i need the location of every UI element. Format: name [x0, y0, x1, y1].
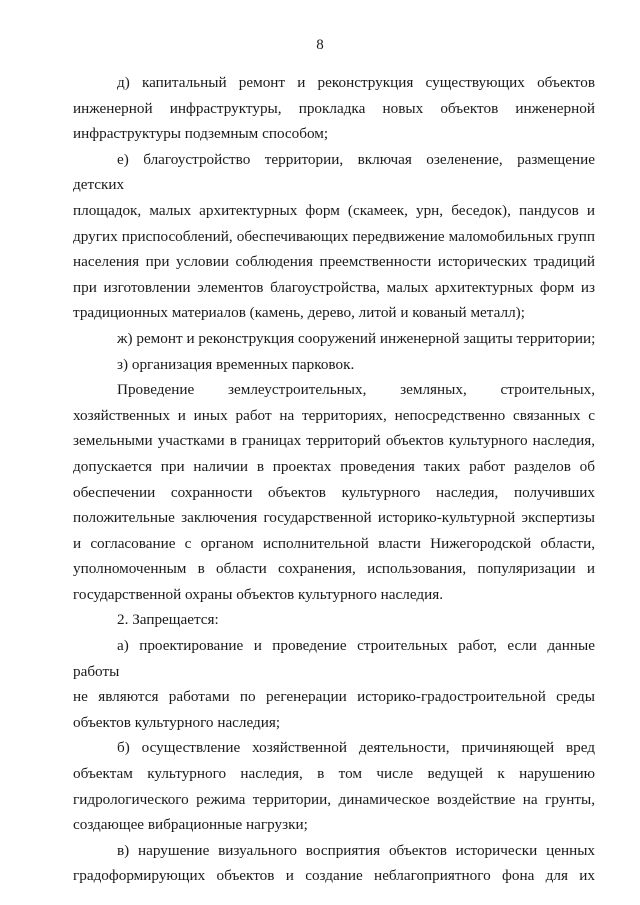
text-line: уполномоченным в области сохранения, использования, популяризации и — [73, 560, 595, 578]
paragraph-item-v — [73, 838, 595, 889]
body-text — [73, 70, 595, 889]
text-line: и согласование с органом исполнительной власти Нижегородской области, — [73, 534, 595, 552]
text-line: объектам культурного наследия, в том числе ведущей к нарушению — [73, 765, 595, 783]
text-line: гидрологического режима территории, динамическое воздействие на грунты, — [73, 790, 595, 808]
text-line: б) осуществление хозяйственной деятельности, причиняющей вред — [117, 739, 595, 757]
text-line: традиционных материалов (камень, дерево, литой и кованый металл); — [73, 304, 525, 322]
page-number: 8 — [316, 37, 324, 53]
text-line: градоформирующих объектов и создание неблагоприятного фона для их — [73, 867, 595, 885]
text-line: обеспечении сохранности объектов культурного наследия, получивших — [73, 483, 595, 501]
text-line: Проведение землеустроительных, земляных, строительных, — [117, 381, 595, 399]
text-line: хозяйственных и иных работ на территориях, непосредственно связанных с — [73, 406, 595, 424]
text-line: инженерной инфраструктуры, прокладка новых объектов инженерной — [73, 99, 595, 117]
text-line: допускается при наличии в проектах проведения таких работ разделов об — [73, 457, 595, 475]
text-line: не являются работами по регенерации историко-градостроительной среды — [73, 688, 595, 706]
text-line: а) проектирование и проведение строительных работ, если данные работы — [73, 637, 595, 680]
text-line: е) благоустройство территории, включая озеленение, размещение детских — [73, 150, 595, 194]
text-line: 2. Запрещается: — [117, 611, 219, 629]
paragraph-provedenie — [73, 377, 595, 607]
paragraph-item-z — [73, 352, 595, 378]
text-line: инфраструктуры подземным способом; — [73, 125, 329, 143]
paragraph-item-d — [73, 70, 595, 147]
text-line: площадок, малых архитектурных форм (скамеек, урн, беседок), пандусов и — [73, 201, 595, 219]
text-line: государственной охраны объектов культурного наследия. — [73, 585, 443, 603]
paragraph-item-a — [73, 633, 595, 735]
text-line: при изготовлении элементов благоустройства, малых архитектурных форм из — [73, 278, 595, 296]
text-line: земельными участками в границах территорий объектов культурного наследия, — [73, 432, 595, 450]
text-line: ж) ремонт и реконструкция сооружений инженерной защиты территории; — [117, 329, 596, 347]
paragraph-zapreschaetsya — [73, 607, 595, 633]
paragraph-item-e — [73, 147, 595, 326]
paragraph-item-b — [73, 735, 595, 837]
text-line: в) нарушение визуального восприятия объектов исторически ценных — [117, 841, 595, 859]
text-line: других приспособлений, обеспечивающих передвижение маломобильных групп — [73, 227, 595, 245]
text-line: д) капитальный ремонт и реконструкция существующих объектов — [117, 74, 595, 91]
text-line: создающее вибрационные нагрузки; — [73, 816, 308, 834]
text-line: з) организация временных парковок. — [117, 355, 355, 373]
text-line: объектов культурного наследия; — [73, 713, 281, 731]
text-line: населения при условии соблюдения преемственности исторических традиций — [73, 253, 595, 271]
paragraph-item-zh — [73, 326, 595, 352]
text-line: положительные заключения государственной историко-культурной экспертизы — [73, 509, 595, 527]
